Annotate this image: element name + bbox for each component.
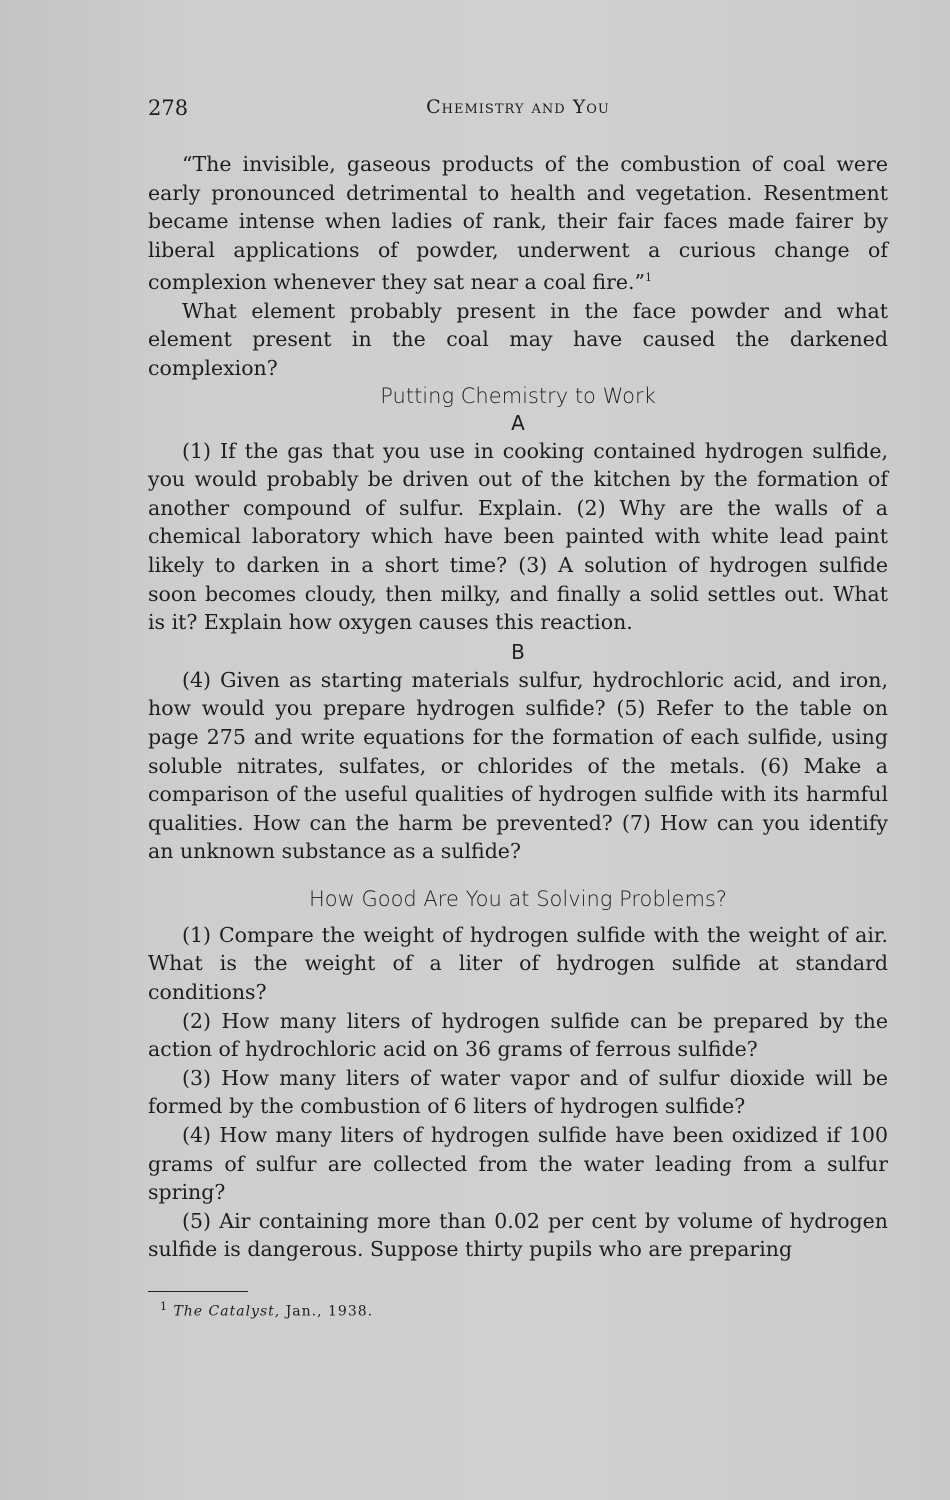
section-title-problems: How Good Are You at Solving Problems? — [308, 886, 728, 911]
footnote-date: Jan., 1938. — [285, 1303, 374, 1320]
footnote-rule — [148, 1291, 248, 1292]
section-a-text: (1) If the gas that you use in cooking contained hydrogen sulfide, you would probably be driven out of the kitchen by the formation of another compound of sulfur. Explain. (2) Why are the walls of a chemical laboratory which have been painted with white lead paint likely to darken in a short time? (3) A solution of hydrogen sulfide soon becomes cloudy, then milky, and finally a solid settles out. What is it? Explain how oxygen causes this reaction. — [148, 438, 888, 635]
footnote-marker: 1 — [160, 1300, 168, 1313]
subsection-label-a: A — [511, 410, 525, 435]
problem-item: (2) How many liters of hydrogen sulfide can be prepared by the action of hydrochloric acid on 36 grams of ferrous sulfide? — [148, 1008, 888, 1062]
problem-item: (4) How many liters of hydrogen sulfide have been oxidized if 100 grams of sulfur are collected from the water leading from a sulfur spring? — [148, 1123, 888, 1205]
section-b-text: (4) Given as starting materials sulfur, hydrochloric acid, and iron, how would you prepare hydrogen sulfide? (5) Refer to the table on page 275 and write equations for the formation of each sulfide, using soluble nitrates, sulfates, or chlorides of the metals. (6) Make a comparison of the useful qualities of hydrogen sulfide with its harmful qualities. How can the harm be prevented? (7) How can you identify an unknown substance as a sulfide? — [148, 667, 888, 864]
intro-question: What element probably present in the face powder and what element present in the coal may have caused the darkened complexion? — [148, 298, 888, 380]
section-title-putting-chemistry: Putting Chemistry to Work — [380, 383, 656, 408]
problem-item: (5) Air containing more than 0.02 per cent by volume of hydrogen sulfide is dangerous. Suppose thirty pupils who are preparing — [148, 1208, 888, 1262]
subsection-label-b: B — [511, 639, 525, 664]
footnote-source: The Catalyst, — [173, 1303, 281, 1320]
footnote-ref: 1 — [645, 271, 652, 285]
footnote — [160, 1300, 373, 1320]
intro-quote — [148, 150, 888, 297]
quote-text: “The invisible, gaseous products of the combustion of coal were early pronounced detrimental to health and vegetation. Resentment became intense when ladies of rank, their fair faces made fairer by liberal applications of powder, underwent a curious change of complexion whenever they sat near a coal fire.” — [148, 152, 888, 295]
running-head: Chemistry and You — [426, 96, 610, 118]
page-body — [148, 150, 888, 1264]
page-number: 278 — [148, 96, 189, 120]
problem-item: (3) How many liters of water vapor and of sulfur dioxide will be formed by the combustion of 6 liters of hydrogen sulfide? — [148, 1065, 888, 1119]
page-header — [148, 96, 888, 126]
problem-item: (1) Compare the weight of hydrogen sulfide with the weight of air. What is the weight of a liter of hydrogen sulfide at standard conditions? — [148, 922, 888, 1005]
